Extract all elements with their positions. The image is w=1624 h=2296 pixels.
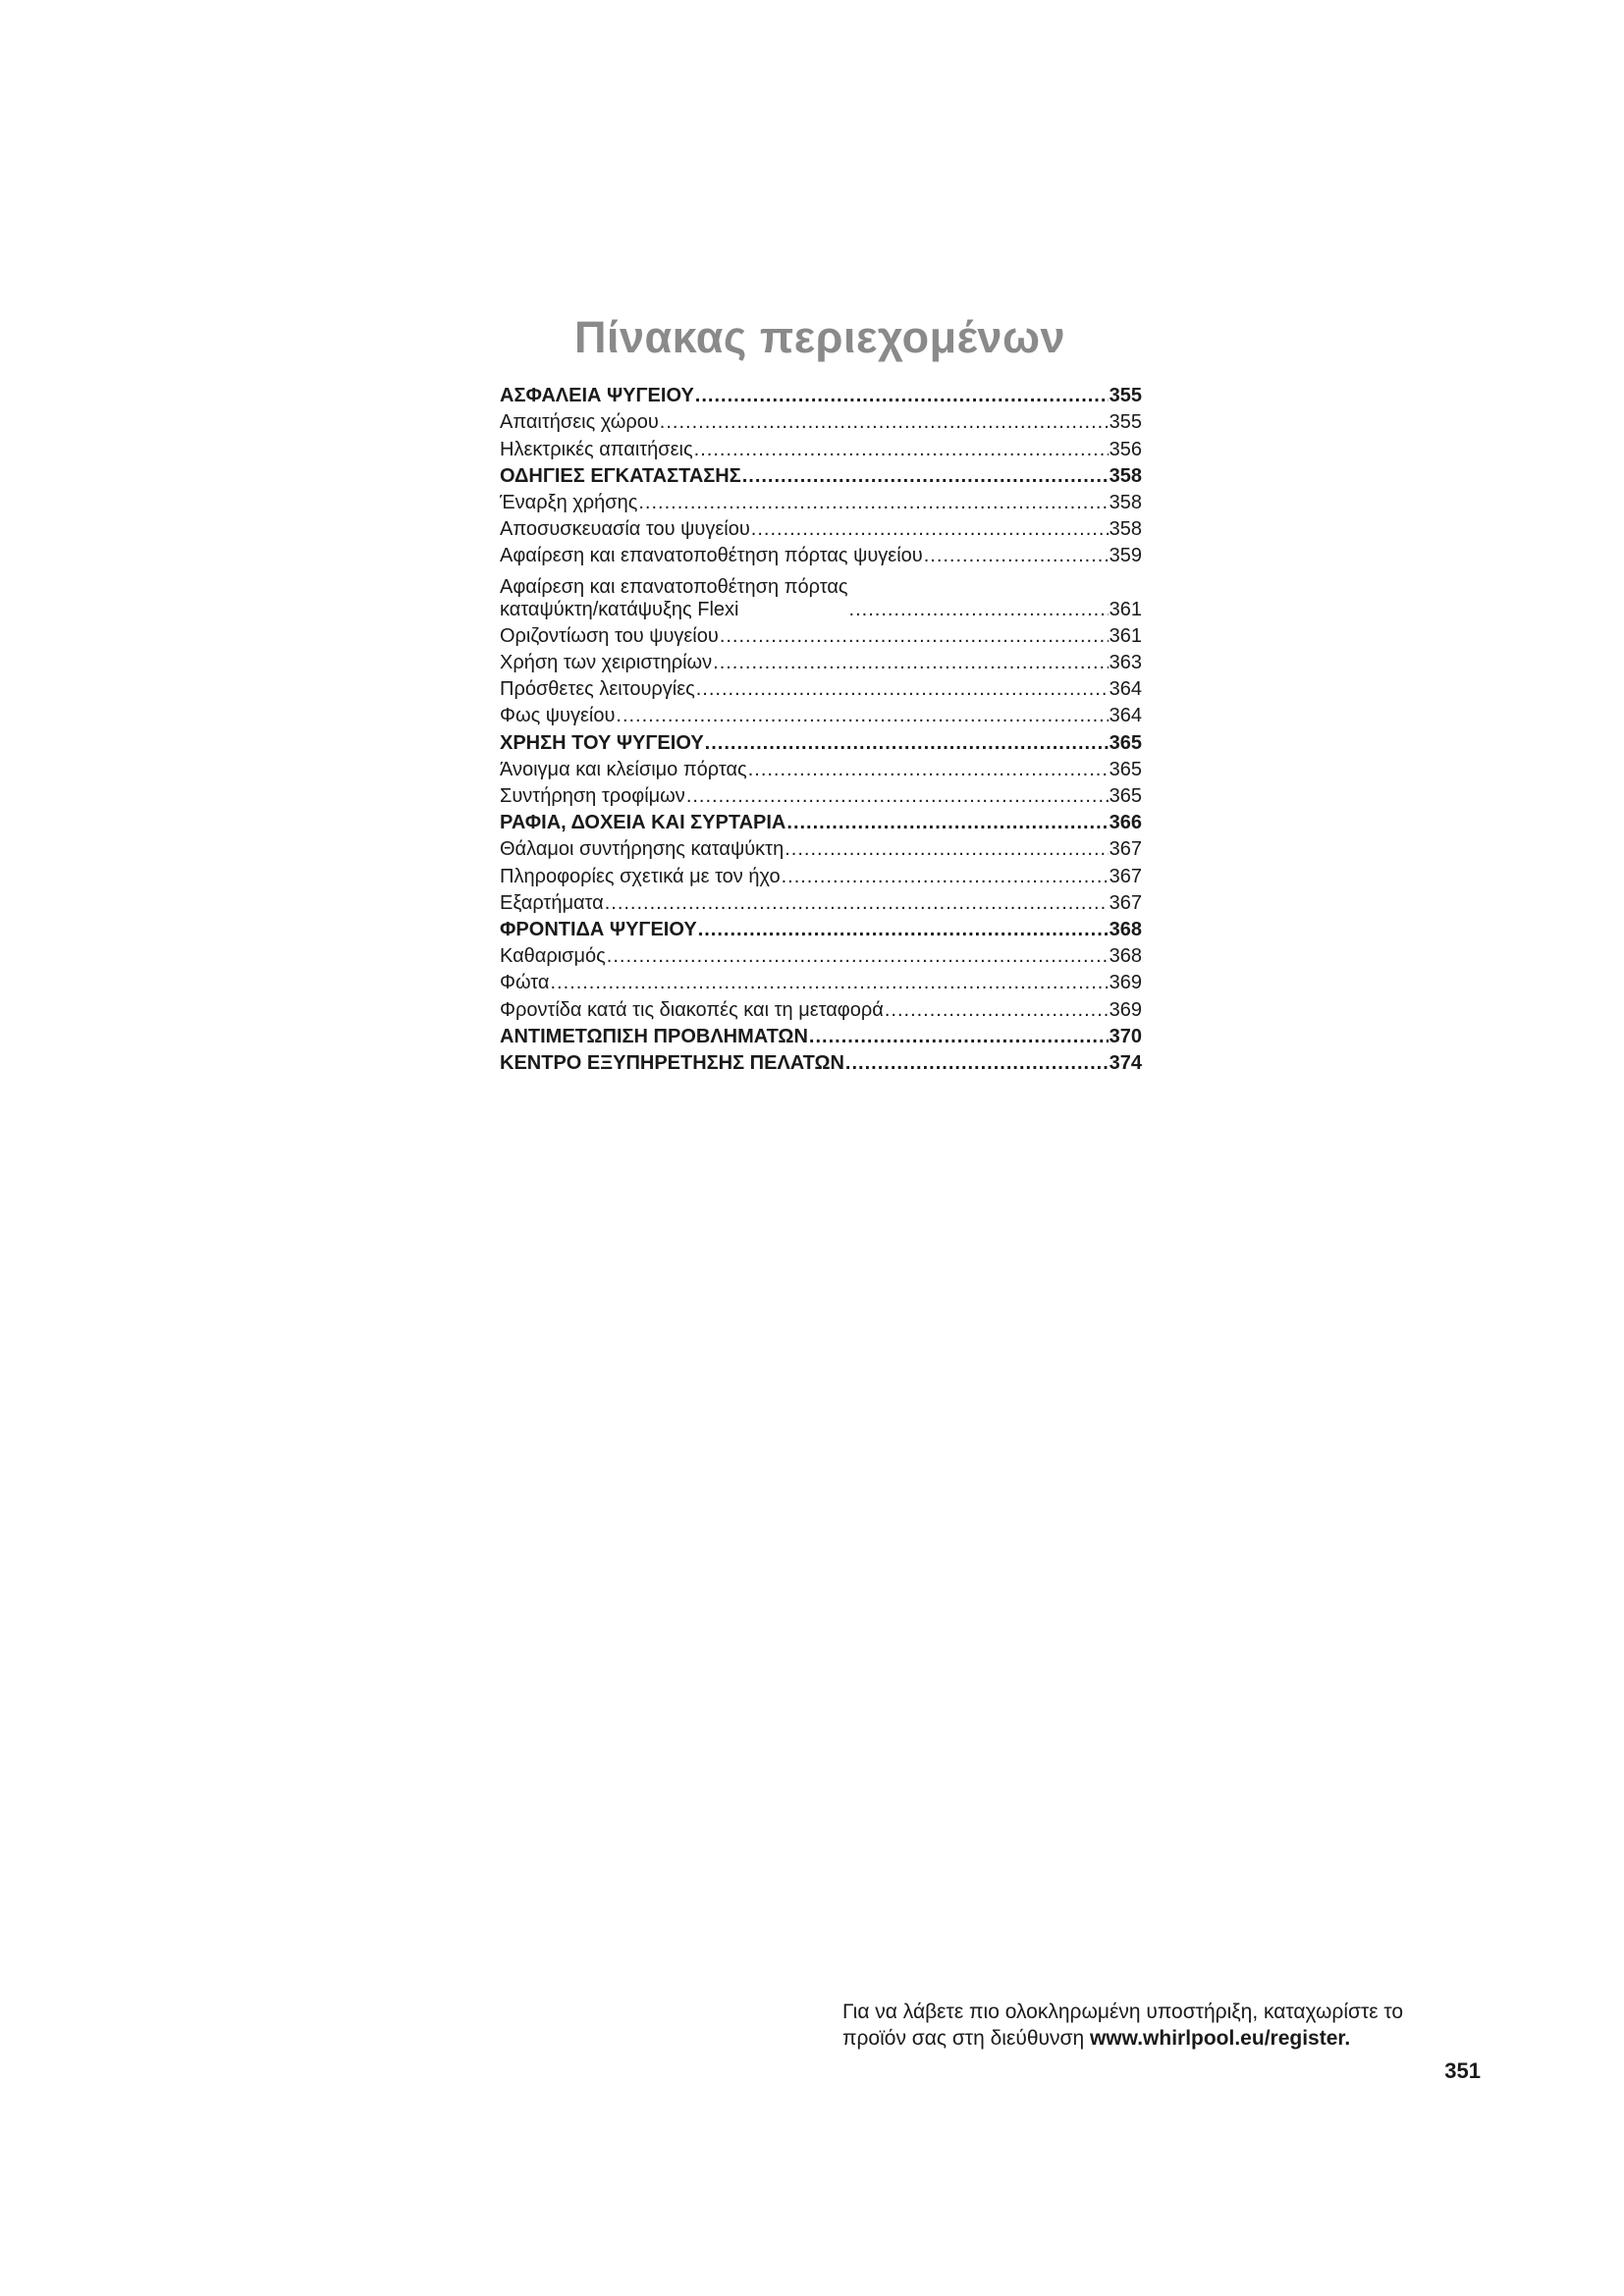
toc-entry-page: 358 — [1109, 464, 1142, 487]
toc-entry-label: Θάλαμοι συντήρησης καταψύκτη — [500, 838, 785, 861]
toc-entry-page: 370 — [1109, 1025, 1142, 1047]
toc-entry-page: 358 — [1109, 491, 1142, 513]
toc-entry[interactable] — [500, 488, 1142, 514]
dot-leader — [607, 945, 1109, 968]
dot-leader — [785, 838, 1108, 861]
dot-leader — [809, 1026, 1109, 1048]
toc-entry-label: Άνοιγμα και κλείσιμο πόρτας — [500, 758, 747, 780]
toc-entry-label: Φως ψυγείου — [500, 705, 616, 727]
dot-leader — [713, 652, 1108, 674]
toc-entry[interactable] — [500, 648, 1142, 674]
toc-entry[interactable] — [500, 968, 1142, 994]
toc-entry-page: 365 — [1109, 785, 1142, 808]
toc-entry-label: Συντήρηση τροφίμων — [500, 785, 685, 808]
toc-entry-label: Καθαρισμός — [500, 945, 606, 968]
dot-leader — [686, 785, 1109, 808]
toc-entry-section[interactable] — [500, 808, 1142, 834]
toc-entry[interactable] — [500, 888, 1142, 915]
toc-entry-label: ΟΔΗΓΙΕΣ ΕΓΚΑΤΑΣΤΑΣΗΣ — [500, 464, 741, 487]
dot-leader — [720, 625, 1109, 648]
dot-leader — [698, 919, 1109, 941]
toc-entry-page: 355 — [1109, 385, 1142, 407]
toc-entry-page: 358 — [1109, 518, 1142, 541]
dot-leader — [845, 1052, 1109, 1075]
dot-leader — [638, 492, 1108, 514]
toc-entry[interactable] — [500, 941, 1142, 968]
toc-entry-page: 366 — [1109, 812, 1142, 834]
toc-entry[interactable] — [500, 994, 1142, 1021]
toc-entry[interactable] — [500, 861, 1142, 887]
toc-entry-page: 364 — [1109, 678, 1142, 701]
toc-entry-page: 363 — [1109, 652, 1142, 674]
toc-entry[interactable] — [500, 514, 1142, 541]
dot-leader — [616, 705, 1108, 727]
dot-leader — [695, 385, 1109, 407]
toc-entry-label: ΑΣΦΑΛΕΙΑ ΨΥΓΕΙΟΥ — [500, 385, 694, 407]
dot-leader — [751, 518, 1109, 541]
toc-entry[interactable] — [500, 674, 1142, 701]
toc-entry-page: 369 — [1109, 998, 1142, 1021]
toc-entry-label — [500, 576, 848, 621]
dot-leader — [786, 812, 1108, 834]
toc-entry-section[interactable] — [500, 381, 1142, 407]
dot-leader — [885, 999, 1109, 1022]
toc-entry-label: Φώτα — [500, 972, 550, 994]
toc-entry-label: ΦΡΟΝΤΙΔΑ ΨΥΓΕΙΟΥ — [500, 918, 697, 940]
toc-entry-page: 367 — [1109, 838, 1142, 861]
toc-entry-label: Φροντίδα κατά τις διακοπές και τη μεταφορά — [500, 998, 884, 1021]
toc-entry-page: 359 — [1109, 545, 1142, 567]
toc-entry-label: Πληροφορίες σχετικά με τον ήχο — [500, 865, 781, 887]
dot-leader — [748, 759, 1109, 781]
toc-entry[interactable] — [500, 781, 1142, 808]
toc-entry-page: 365 — [1109, 731, 1142, 754]
toc-entry-section[interactable] — [500, 915, 1142, 941]
toc-entry-page: 361 — [1109, 624, 1142, 647]
toc-entry-label-line2: καταψύκτη/κατάψυξης Flexi — [500, 598, 739, 620]
toc-entry-page: 364 — [1109, 705, 1142, 727]
toc-entry-label: ΧΡΗΣΗ ΤΟΥ ΨΥΓΕΙΟΥ — [500, 731, 704, 754]
toc-entry[interactable] — [500, 407, 1142, 434]
toc-entry-page: 368 — [1109, 918, 1142, 940]
dot-leader — [605, 892, 1109, 915]
toc-entry-page: 355 — [1109, 411, 1142, 434]
dot-leader — [924, 545, 1109, 567]
toc-entry-label: Αφαίρεση και επανατοποθέτηση πόρτας ψυγείου — [500, 545, 923, 567]
dot-leader — [696, 678, 1109, 701]
dot-leader — [550, 972, 1108, 994]
dot-leader — [705, 732, 1109, 755]
toc-entry[interactable] — [500, 434, 1142, 460]
toc-entry-label: Έναρξη χρήσης — [500, 491, 638, 513]
toc-entry-section[interactable] — [500, 1048, 1142, 1075]
toc-entry-label: ΡΑΦΙΑ, ΔΟΧΕΙΑ ΚΑΙ ΣΥΡΤΑΡΙΑ — [500, 812, 786, 834]
dot-leader — [782, 866, 1109, 888]
toc-entry[interactable] — [500, 567, 1142, 620]
toc-entry[interactable] — [500, 701, 1142, 727]
toc-entry-label: Χρήση των χειριστηρίων — [500, 652, 713, 674]
toc-entry-page: 361 — [1109, 598, 1142, 620]
registration-note — [842, 1999, 1471, 2052]
toc-entry-section[interactable] — [500, 727, 1142, 754]
toc-entry-label: Αποσυσκευασία του ψυγείου — [500, 518, 750, 541]
toc-entry-label: Πρόσθετες λειτουργίες — [500, 678, 695, 701]
toc-entry-label: ΑΝΤΙΜΕΤΩΠΙΣΗ ΠΡΟΒΛΗΜΑΤΩΝ — [500, 1025, 808, 1047]
toc-entry-section[interactable] — [500, 1022, 1142, 1048]
toc-entry-section[interactable] — [500, 461, 1142, 488]
dot-leader — [660, 411, 1109, 434]
page-title: Πίνακας περιεχομένων — [573, 312, 1066, 362]
table-of-contents — [500, 381, 1142, 1075]
toc-entry-page: 365 — [1109, 758, 1142, 780]
toc-entry[interactable] — [500, 541, 1142, 567]
toc-entry-label: Απαιτήσεις χώρου — [500, 411, 659, 434]
registration-note-text: Για να λάβετε πιο ολοκληρωμένη υποστήριξη, καταχωρίστε το προϊόν σας στη διεύθυνση — [842, 2001, 1404, 2050]
toc-entry-page: 356 — [1109, 438, 1142, 460]
toc-entry-label: ΚΕΝΤΡΟ ΕΞΥΠΗΡΕΤΗΣΗΣ ΠΕΛΑΤΩΝ — [500, 1051, 844, 1074]
toc-entry-page: 368 — [1109, 945, 1142, 968]
page-number: 351 — [1444, 2058, 1481, 2083]
toc-entry[interactable] — [500, 621, 1142, 648]
registration-link[interactable]: www.whirlpool.eu/register. — [1089, 2027, 1351, 2050]
toc-entry-label: Οριζοντίωση του ψυγείου — [500, 624, 719, 647]
toc-entry-page: 374 — [1109, 1051, 1142, 1074]
toc-entry-label-line1: Αφαίρεση και επανατοποθέτηση πόρτας — [500, 575, 848, 598]
toc-entry[interactable] — [500, 755, 1142, 781]
toc-entry-page: 367 — [1109, 891, 1142, 914]
toc-entry-label: Εξαρτήματα — [500, 891, 604, 914]
dot-leader — [742, 465, 1109, 488]
dot-leader — [694, 439, 1109, 461]
toc-entry-label: Ηλεκτρικές απαιτήσεις — [500, 438, 693, 460]
toc-entry-page: 367 — [1109, 865, 1142, 887]
toc-entry[interactable] — [500, 834, 1142, 861]
toc-entry-page: 369 — [1109, 972, 1142, 994]
dot-leader — [849, 599, 1109, 621]
